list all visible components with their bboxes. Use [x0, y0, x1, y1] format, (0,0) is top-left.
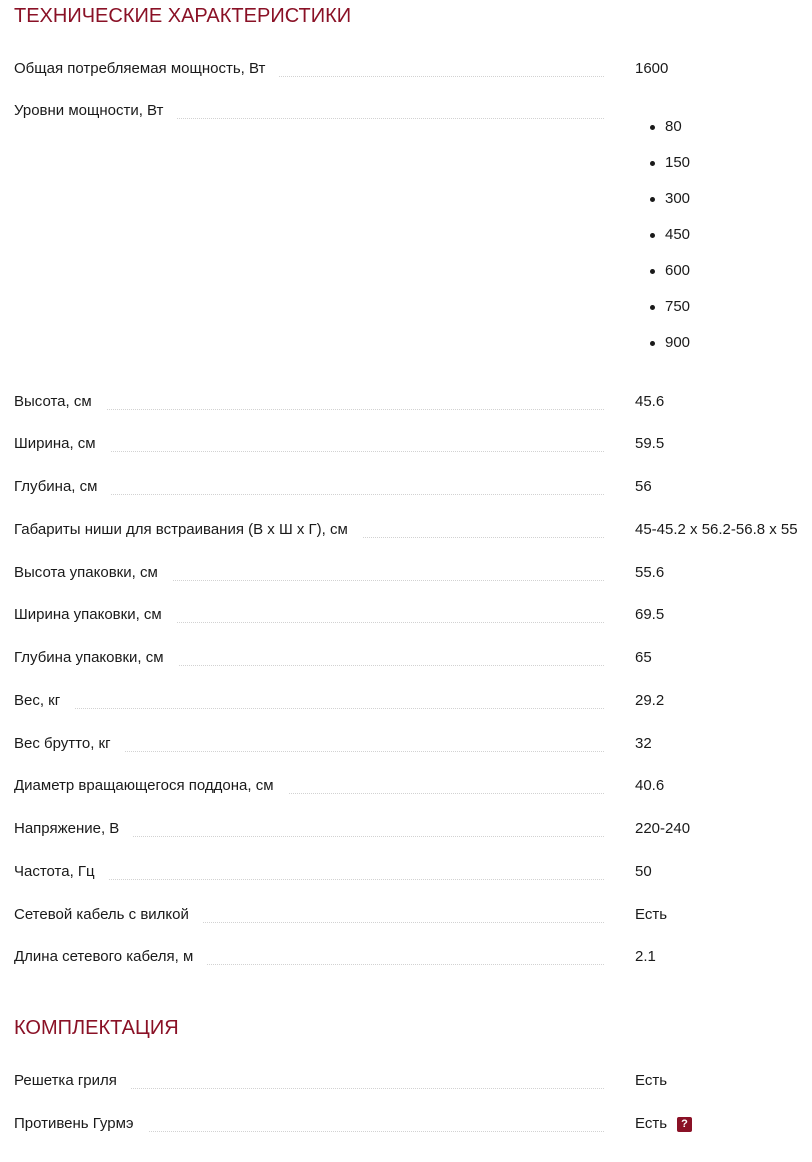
spec-label: Ширина, см	[14, 434, 110, 454]
bullet-icon	[650, 125, 655, 130]
power-level-value: 450	[665, 226, 691, 243]
bullet-icon	[650, 305, 655, 310]
list-item	[621, 117, 690, 153]
spec-label: Напряжение, В	[14, 819, 133, 839]
list-item	[621, 153, 690, 189]
power-level-value: 600	[665, 262, 691, 279]
bullet-icon	[650, 233, 655, 238]
spec-value: 32	[635, 735, 652, 752]
spec-label: Общая потребляемая мощность, Вт	[14, 59, 279, 79]
spec-row-height	[14, 392, 812, 414]
kit-label: Противень Гурмэ	[14, 1114, 148, 1134]
dotted-leader	[14, 708, 604, 709]
help-icon[interactable]: ?	[677, 1117, 692, 1132]
spec-label: Длина сетевого кабеля, м	[14, 947, 207, 967]
spec-value: Есть	[635, 906, 668, 923]
power-level-value: 900	[665, 334, 691, 351]
bullet-icon	[650, 197, 655, 202]
spec-label: Уровни мощности, Вт	[14, 101, 177, 121]
spec-value: 2.1	[635, 948, 656, 965]
list-item	[621, 297, 690, 333]
bullet-icon	[650, 341, 655, 346]
spec-row-power-cable-length	[14, 947, 812, 969]
spec-label: Сетевой кабель с вилкой	[14, 905, 203, 925]
spec-row-package-height	[14, 563, 812, 585]
kit-value: Есть	[635, 1115, 668, 1132]
spec-row-gross-weight	[14, 734, 812, 756]
spec-value: 65	[635, 649, 652, 666]
spec-value: 69.5	[635, 606, 665, 623]
spec-row-niche-dimensions	[14, 520, 812, 542]
spec-row-weight	[14, 691, 812, 713]
spec-value: 56	[635, 478, 652, 495]
spec-row-power-levels	[14, 101, 812, 123]
spec-label: Ширина упаковки, см	[14, 605, 176, 625]
spec-value: 55.6	[635, 564, 665, 581]
spec-value: 40.6	[635, 777, 665, 794]
spec-label: Частота, Гц	[14, 862, 109, 882]
spec-row-voltage	[14, 819, 812, 841]
list-item	[621, 333, 690, 369]
specs-section-title: ТЕХНИЧЕСКИЕ ХАРАКТЕРИСТИКИ	[14, 5, 352, 27]
list-item	[621, 225, 690, 261]
power-level-value: 150	[665, 154, 691, 171]
kit-row-grill-rack	[14, 1071, 812, 1093]
spec-label: Высота, см	[14, 392, 106, 412]
spec-label: Вес, кг	[14, 691, 74, 711]
spec-label: Габариты ниши для встраивания (В x Ш x Г), см	[14, 520, 362, 540]
list-item	[621, 189, 690, 225]
spec-row-width	[14, 434, 812, 456]
spec-row-power-cable-plug	[14, 905, 812, 927]
spec-label: Диаметр вращающегося поддона, см	[14, 776, 288, 796]
kit-row-gourmet-tray	[14, 1114, 812, 1136]
bullet-icon	[650, 161, 655, 166]
spec-row-turntable-diameter	[14, 776, 812, 798]
kit-label: Решетка гриля	[14, 1071, 131, 1091]
power-level-value: 80	[665, 118, 682, 135]
kit-value: Есть	[635, 1072, 668, 1089]
spec-value: 29.2	[635, 692, 665, 709]
list-item	[621, 261, 690, 297]
spec-row-package-width	[14, 605, 812, 627]
power-levels-list	[621, 117, 690, 369]
spec-label: Высота упаковки, см	[14, 563, 172, 583]
spec-value: 1600	[635, 60, 669, 77]
kit-value-container	[635, 1114, 692, 1134]
spec-value: 59.5	[635, 435, 665, 452]
spec-label: Вес брутто, кг	[14, 734, 125, 754]
spec-row-frequency	[14, 862, 812, 884]
kit-section-title: КОМПЛЕКТАЦИЯ	[14, 1017, 179, 1039]
spec-value: 50	[635, 863, 652, 880]
spec-row-package-depth	[14, 648, 812, 670]
power-level-value: 750	[665, 298, 691, 315]
spec-value: 45.6	[635, 393, 665, 410]
bullet-icon	[650, 269, 655, 274]
spec-value: 45-45.2 x 56.2-56.8 x 55	[635, 521, 798, 538]
spec-label: Глубина, см	[14, 477, 111, 497]
power-level-value: 300	[665, 190, 691, 207]
spec-row-depth	[14, 477, 812, 499]
spec-row-total-power	[14, 59, 812, 81]
spec-label: Глубина упаковки, см	[14, 648, 178, 668]
spec-value: 220-240	[635, 820, 691, 837]
